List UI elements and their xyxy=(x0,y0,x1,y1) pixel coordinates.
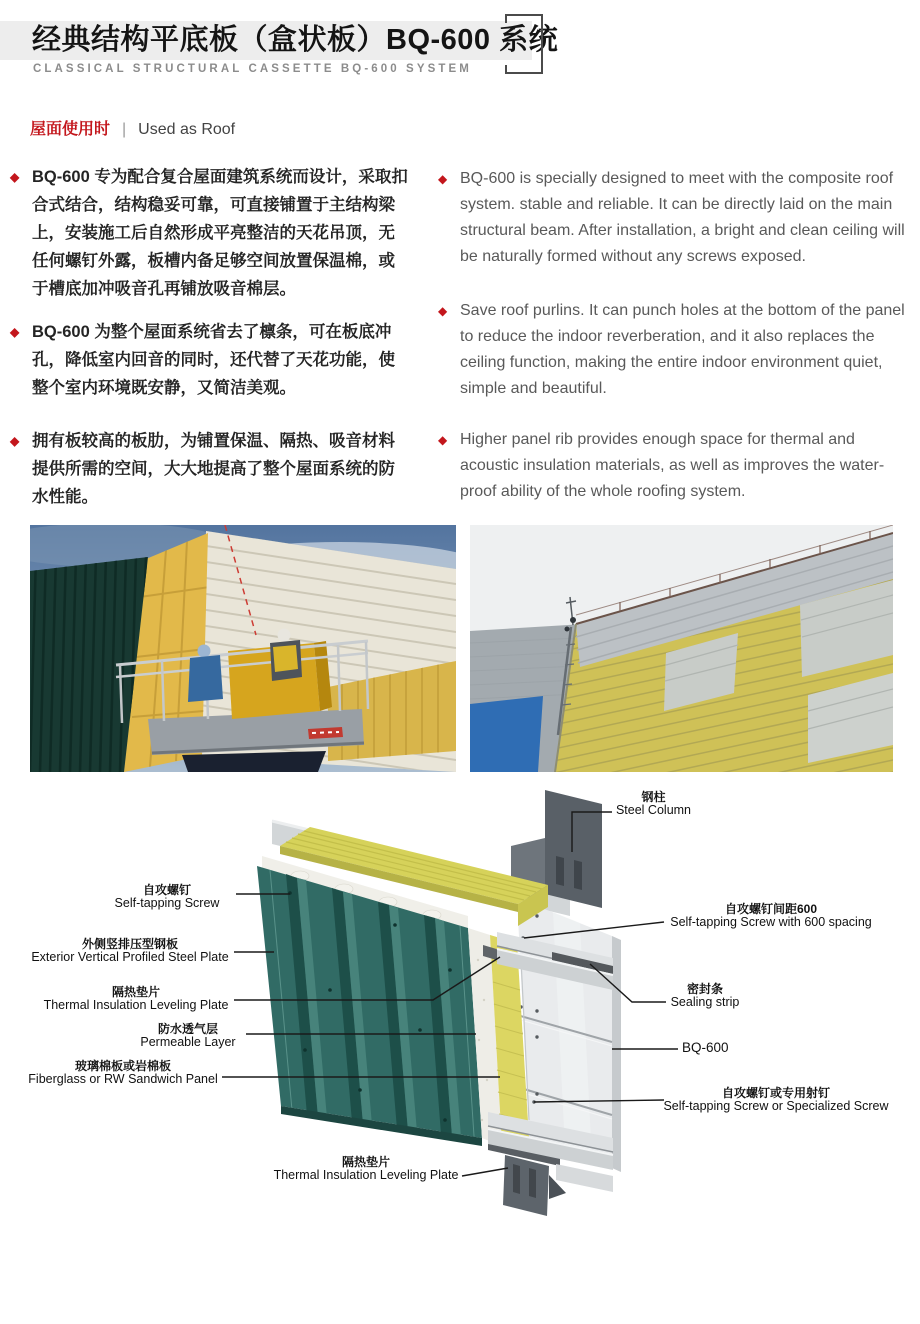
label-thermal-plate-bottom: 隔热垫片 Thermal Insulation Leveling Plate xyxy=(273,1155,459,1183)
diamond-bullet-icon: ◆ xyxy=(10,170,20,184)
photo-installation-lift xyxy=(30,525,456,772)
label-thermal-plate-left: 隔热垫片 Thermal Insulation Leveling Plate xyxy=(43,985,229,1013)
bullet-text: BQ-600 is specially designed to meet with the composite roof system. stable and reliable. It can be directly laid on the main structural beam. After installation, a bright and clean ceiling will be naturally formed without any screws exposed. xyxy=(460,170,905,265)
bullet-text: BQ-600 为整个屋面系统省去了檩条，可在板底冲孔，降低室内回音的同时，还代替了天花功能，使整个室内环境既安静，又简洁美观。 xyxy=(32,323,395,397)
section-label-zh: 屋面使用时 xyxy=(30,121,111,138)
diamond-bullet-icon: ◆ xyxy=(10,325,20,339)
photo-roof-insulation xyxy=(470,525,893,772)
label-exterior-plate: 外侧竖排压型钢板 Exterior Vertical Profiled Steel Plate xyxy=(31,937,229,965)
bullet-text: Save roof purlins. It can punch holes at the bottom of the panel to reduce the indoor reverberation, and it also replaces the ceiling function, making the entire indoor environment quiet, simple and beautiful. xyxy=(460,302,905,397)
label-specialized-screw: 自攻螺钉或专用射钉 Self-tapping Screw or Specialized Screw xyxy=(663,1086,889,1114)
section-separator: | xyxy=(122,121,127,138)
bullet-en-2 xyxy=(438,298,916,402)
label-sandwich-panel: 玻璃棉板或岩棉板 Fiberglass or RW Sandwich Panel xyxy=(28,1059,218,1087)
bullet-zh-1 xyxy=(10,163,410,303)
assembly-diagram xyxy=(0,790,920,1324)
label-self-tapping-screw: 自攻螺钉 Self-tapping Screw xyxy=(114,883,220,911)
bullet-zh-2 xyxy=(10,318,410,402)
title-band xyxy=(0,21,559,60)
bullet-text: BQ-600 专为配合复合屋面建筑系统而设计，采取扣合式结合，结构稳妥可靠，可直接铺置于主结构梁上，安装施工后自然形成平亮整洁的天花吊顶，无任何螺钉外露，板槽内备足够空间放置保温棉，或于槽底加冲吸音孔再铺放吸音棉层。 xyxy=(32,168,408,298)
section-label-en: Used as Roof xyxy=(138,121,236,138)
label-screw-600-spacing: 自攻螺钉间距600 Self-tapping Screw with 600 spacing xyxy=(670,902,872,930)
diamond-bullet-icon: ◆ xyxy=(438,172,448,186)
label-bq-600: BQ-600 xyxy=(682,1040,729,1055)
bullet-en-3 xyxy=(438,427,916,505)
diamond-bullet-icon: ◆ xyxy=(438,304,448,318)
section-header xyxy=(30,116,235,139)
page-subtitle: CLASSICAL STRUCTURAL CASSETTE BQ-600 SYSTEM xyxy=(33,63,472,75)
diamond-bullet-icon: ◆ xyxy=(438,433,448,447)
bullet-text: 拥有板较高的板肋，为铺置保温、隔热、吸音材料提供所需的空间，大大地提高了整个屋面系统的防水性能。 xyxy=(32,432,395,506)
label-steel-column: 钢柱 Steel Column xyxy=(615,790,692,818)
label-sealing-strip: 密封条 Sealing strip xyxy=(670,982,740,1010)
label-permeable-layer: 防水透气层 Permeable Layer xyxy=(140,1022,236,1050)
page-title: 经典结构平底板（盒状板）BQ-600 系统 xyxy=(32,24,559,56)
bullet-zh-3 xyxy=(10,427,410,511)
diamond-bullet-icon: ◆ xyxy=(10,434,20,448)
bullet-en-1 xyxy=(438,166,916,270)
corner-bracket-decoration xyxy=(505,13,545,77)
bullet-text: Higher panel rib provides enough space for thermal and acoustic insulation materials, as well as improves the water-proof ability of the whole roofing system. xyxy=(460,431,885,500)
